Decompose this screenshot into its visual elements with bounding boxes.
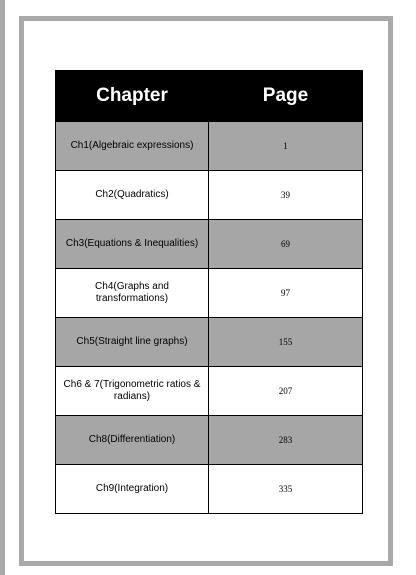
chapter-cell: Ch8(Differentiation) bbox=[56, 416, 209, 465]
chapter-cell: Ch2(Quadratics) bbox=[56, 171, 209, 220]
chapter-cell: Ch9(Integration) bbox=[56, 465, 209, 514]
table-row bbox=[56, 465, 363, 514]
page-number-cell: 69 bbox=[209, 220, 363, 269]
left-edge-bar bbox=[0, 0, 5, 575]
page-number-cell: 1 bbox=[209, 122, 363, 171]
chapter-header: Chapter bbox=[56, 71, 209, 122]
table-row bbox=[56, 122, 363, 171]
chapter-cell: Ch4(Graphs and transformations) bbox=[56, 269, 209, 318]
page-number-cell: 39 bbox=[209, 171, 363, 220]
page-number-cell: 155 bbox=[209, 318, 363, 367]
table-row bbox=[56, 416, 363, 465]
chapter-cell: Ch5(Straight line graphs) bbox=[56, 318, 209, 367]
page-number-cell: 335 bbox=[209, 465, 363, 514]
header-row bbox=[56, 71, 363, 122]
table-row bbox=[56, 269, 363, 318]
table-row bbox=[56, 367, 363, 416]
table-row bbox=[56, 171, 363, 220]
chapter-cell: Ch3(Equations & Inequalities) bbox=[56, 220, 209, 269]
page-number-cell: 283 bbox=[209, 416, 363, 465]
page-number-cell: 207 bbox=[209, 367, 363, 416]
chapter-cell: Ch6 & 7(Trigonometric ratios & radians) bbox=[56, 367, 209, 416]
chapter-cell: Ch1(Algebraic expressions) bbox=[56, 122, 209, 171]
page-header: Page bbox=[209, 71, 363, 122]
page-number-cell: 97 bbox=[209, 269, 363, 318]
table-row bbox=[56, 318, 363, 367]
table-row bbox=[56, 220, 363, 269]
table-of-contents bbox=[55, 70, 363, 514]
